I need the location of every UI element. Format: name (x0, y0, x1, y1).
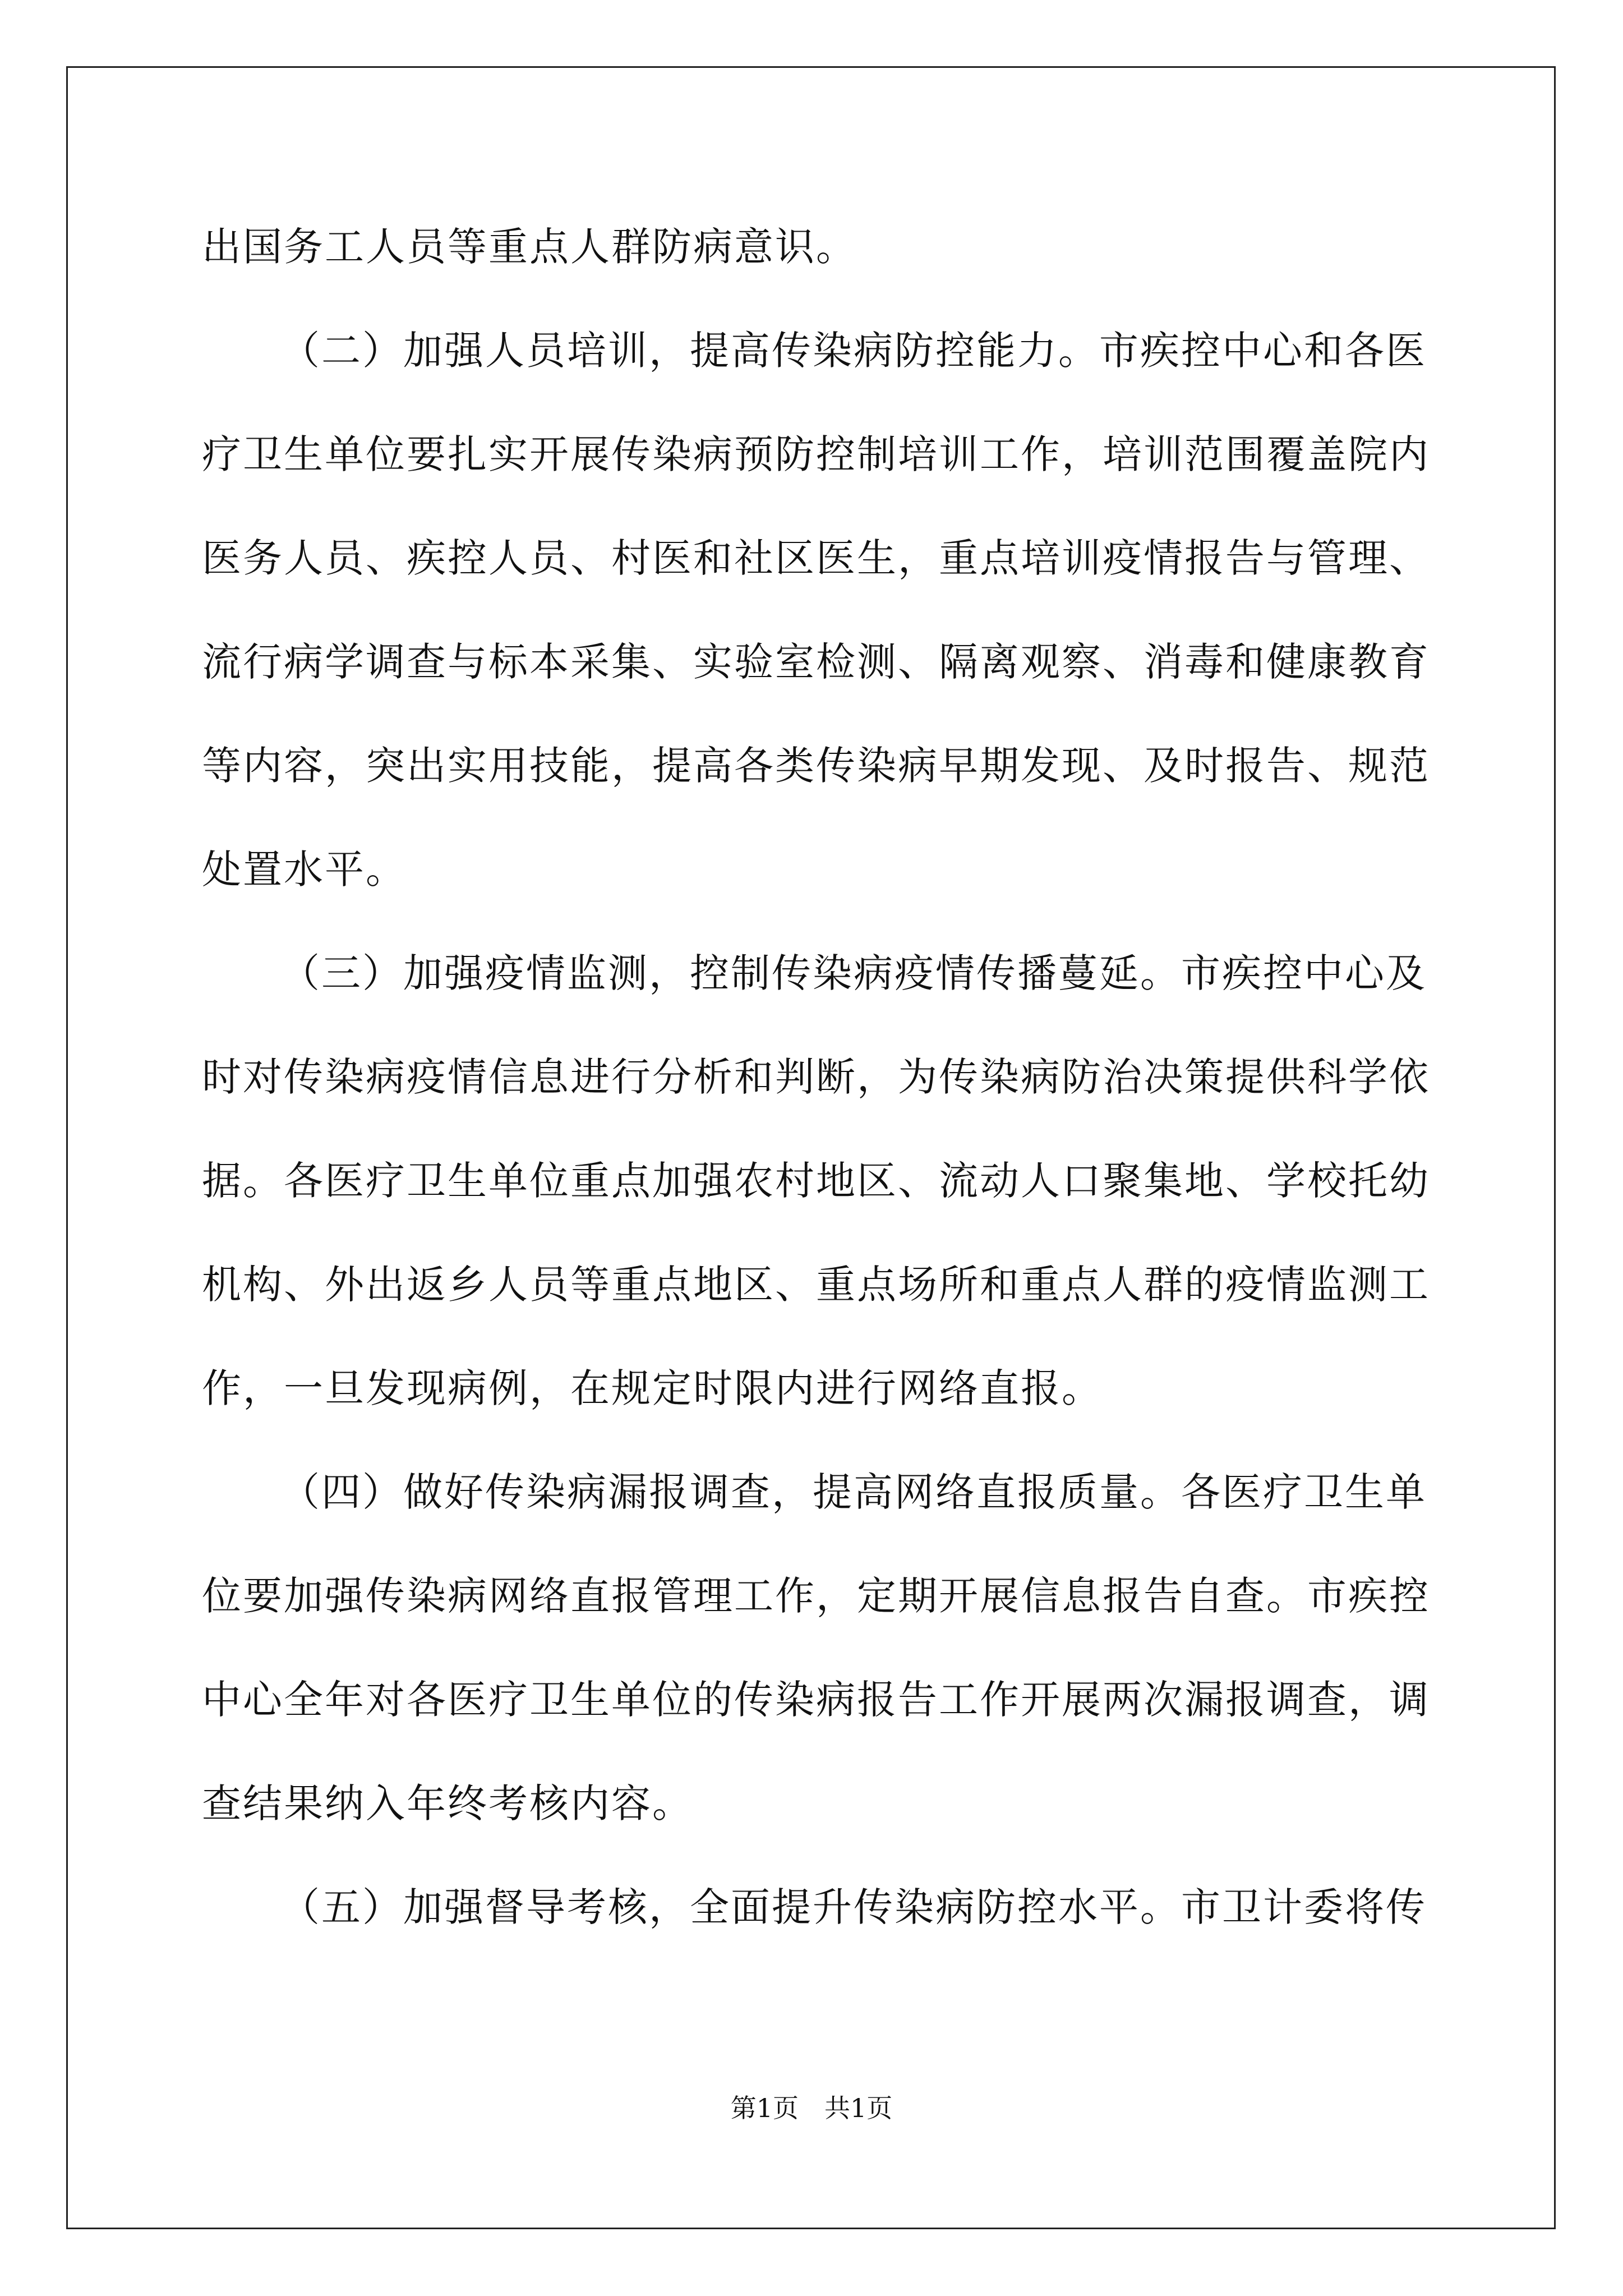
paragraph-2-line-3: 医务人员、疾控人员、村医和社区医生，重点培训疫情报告与管理、 (202, 535, 1430, 581)
paragraph-4-line-4: 查结果纳入年终考核内容。 (202, 1780, 693, 1826)
paragraph-2-line-6: 处置水平。 (202, 846, 407, 892)
paragraph-3-line-2: 时对传染病疫情信息进行分析和判断，为传染病防治决策提供科学依 (202, 1054, 1430, 1100)
paragraph-4-line-1: （四）做好传染病漏报调查，提高网络直报质量。各医疗卫生单 (280, 1469, 1427, 1515)
paragraph-2-line-1: （二）加强人员培训，提高传染病防控能力。市疾控中心和各医 (280, 328, 1427, 374)
paragraph-2-line-2: 疗卫生单位要扎实开展传染病预防控制培训工作，培训范围覆盖院内 (202, 431, 1430, 477)
paragraph-2-line-5: 等内容，突出实用技能，提高各类传染病早期发现、及时报告、规范 (202, 743, 1430, 789)
paragraph-3-line-1: （三）加强疫情监测，控制传染病疫情传播蔓延。市疾控中心及 (280, 950, 1427, 996)
paragraph-4-line-2: 位要加强传染病网络直报管理工作，定期开展信息报告自查。市疾控 (202, 1573, 1430, 1619)
paragraph-5-line-1: （五）加强督导考核，全面提升传染病防控水平。市卫计委将传 (280, 1884, 1427, 1930)
paragraph-2-line-4: 流行病学调查与标本采集、实验室检测、隔离观察、消毒和健康教育 (202, 639, 1430, 685)
paragraph-3-line-5: 作，一旦发现病例，在规定时限内进行网络直报。 (202, 1365, 1103, 1411)
text-line-1: 出国务工人员等重点人群防病意识。 (202, 224, 857, 270)
paragraph-3-line-3: 据。各医疗卫生单位重点加强农村地区、流动人口聚集地、学校托幼 (202, 1158, 1430, 1204)
paragraph-3-line-4: 机构、外出返乡人员等重点地区、重点场所和重点人群的疫情监测工 (202, 1262, 1430, 1308)
page-footer: 第1页 共1页 (730, 2093, 893, 2123)
paragraph-4-line-3: 中心全年对各医疗卫生单位的传染病报告工作开展两次漏报调查，调 (202, 1677, 1430, 1723)
